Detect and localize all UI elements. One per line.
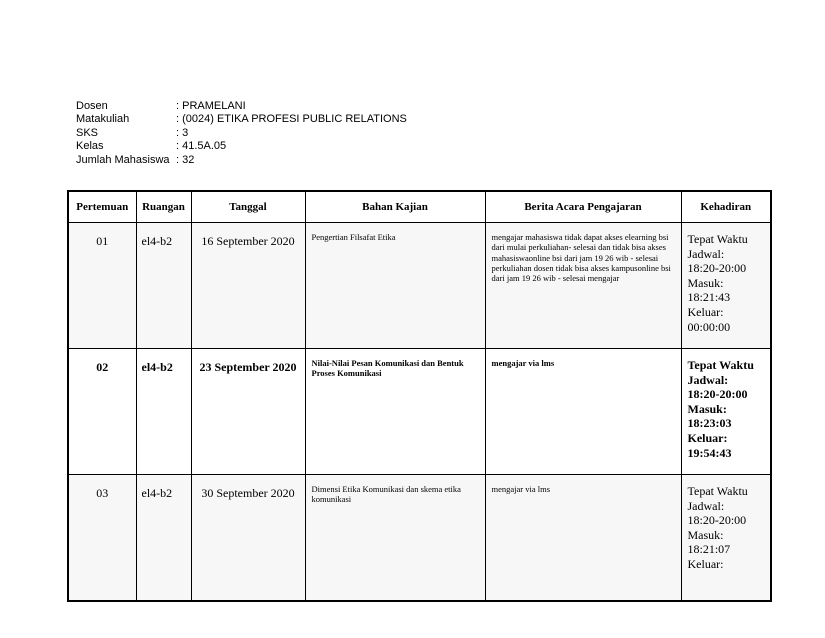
cell-ruangan: el4-b2 <box>136 349 191 475</box>
cell-ruangan: el4-b2 <box>136 475 191 602</box>
kehadiran-keluar: 19:54:43 <box>687 445 732 460</box>
cell-berita-acara: mengajar mahasiswa tidak dapat akses elearning bsi dari mulai perkuliahan- selesai dan tidak bisa akses mahasiswaonline bsi dari jam 19 26 wib - selesai perkuliahan dosen tidak bisa akses kampusonline bsi dari jam 19 26 wib - selesai mengajar <box>485 223 681 349</box>
kehadiran-masuk-label: Masuk: <box>687 275 724 290</box>
cell-berita-acara: mengajar via lms <box>485 349 681 475</box>
kehadiran-keluar-label: Keluar: <box>687 430 728 445</box>
info-value: : 3 <box>176 126 189 139</box>
cell-tanggal: 16 September 2020 <box>191 223 305 349</box>
cell-pertemuan: 01 <box>68 223 136 349</box>
kehadiran-jadwal: 18:20-20:00 <box>687 513 747 528</box>
table-row <box>68 475 771 602</box>
kehadiran-keluar-label: Keluar: <box>687 556 724 571</box>
kehadiran-masuk: 18:23:03 <box>687 416 732 431</box>
cell-kehadiran <box>681 349 771 475</box>
info-label: Dosen <box>76 100 108 112</box>
info-row-dosen <box>76 100 407 113</box>
lecturer-info <box>76 100 407 167</box>
table-row <box>68 223 771 349</box>
cell-bahan-kajian: Nilai-Nilai Pesan Komunikasi dan Bentuk Proses Komunikasi <box>305 349 485 475</box>
kehadiran-jadwal: 18:20-20:00 <box>687 261 747 276</box>
kehadiran-masuk-label: Masuk: <box>687 401 727 416</box>
cell-tanggal: 30 September 2020 <box>191 475 305 602</box>
cell-bahan-kajian: Dimensi Etika Komunikasi dan skema etika komunikasi <box>305 475 485 602</box>
header-ruangan: Ruangan <box>136 191 191 223</box>
cell-bahan-kajian: Pengertian Filsafat Etika <box>305 223 485 349</box>
info-value: : (0024) ETIKA PROFESI PUBLIC RELATIONS <box>176 113 407 126</box>
kehadiran-status: Tepat Waktu <box>687 484 748 498</box>
header-pertemuan: Pertemuan <box>68 191 136 223</box>
cell-pertemuan: 03 <box>68 475 136 602</box>
attendance-table <box>67 190 772 602</box>
kehadiran-jadwal: 18:20-20:00 <box>687 387 748 402</box>
cell-berita-acara: mengajar via lms <box>485 475 681 602</box>
info-label: SKS <box>76 126 99 139</box>
info-value: : 41.5A.05 <box>176 140 227 153</box>
kehadiran-keluar: 00:00:00 <box>687 319 731 334</box>
header-tanggal: Tanggal <box>191 191 305 223</box>
header-bahan-kajian: Bahan Kajian <box>305 191 485 223</box>
kehadiran-masuk: 18:21:43 <box>687 290 731 305</box>
kehadiran-status: Tepat Waktu <box>687 232 748 246</box>
kehadiran-keluar-label: Keluar: <box>687 304 724 319</box>
info-label: Jumlah Mahasiswa <box>76 153 170 166</box>
cell-kehadiran <box>681 223 771 349</box>
info-row-matakuliah <box>76 113 407 126</box>
info-value: : 32 <box>176 153 195 166</box>
header-kehadiran: Kehadiran <box>681 191 771 223</box>
kehadiran-jadwal-label: Jadwal: <box>687 498 725 513</box>
info-label: Matakuliah <box>76 113 130 126</box>
kehadiran-masuk: 18:21:07 <box>687 542 731 557</box>
kehadiran-status: Tepat Waktu <box>687 358 754 372</box>
kehadiran-jadwal-label: Jadwal: <box>687 372 729 387</box>
info-row-kelas <box>76 140 407 153</box>
table-header-row <box>68 191 771 223</box>
cell-pertemuan: 02 <box>68 349 136 475</box>
kehadiran-jadwal-label: Jadwal: <box>687 246 725 261</box>
cell-ruangan: el4-b2 <box>136 223 191 349</box>
cell-kehadiran <box>681 475 771 602</box>
table-row <box>68 349 771 475</box>
header-berita-acara: Berita Acara Pengajaran <box>485 191 681 223</box>
info-row-jumlah-mahasiswa <box>76 154 407 167</box>
kehadiran-masuk-label: Masuk: <box>687 527 724 542</box>
info-value: : PRAMELANI <box>176 100 246 112</box>
cell-tanggal: 23 September 2020 <box>191 349 305 475</box>
info-label: Kelas <box>76 140 104 153</box>
info-row-sks <box>76 127 407 140</box>
